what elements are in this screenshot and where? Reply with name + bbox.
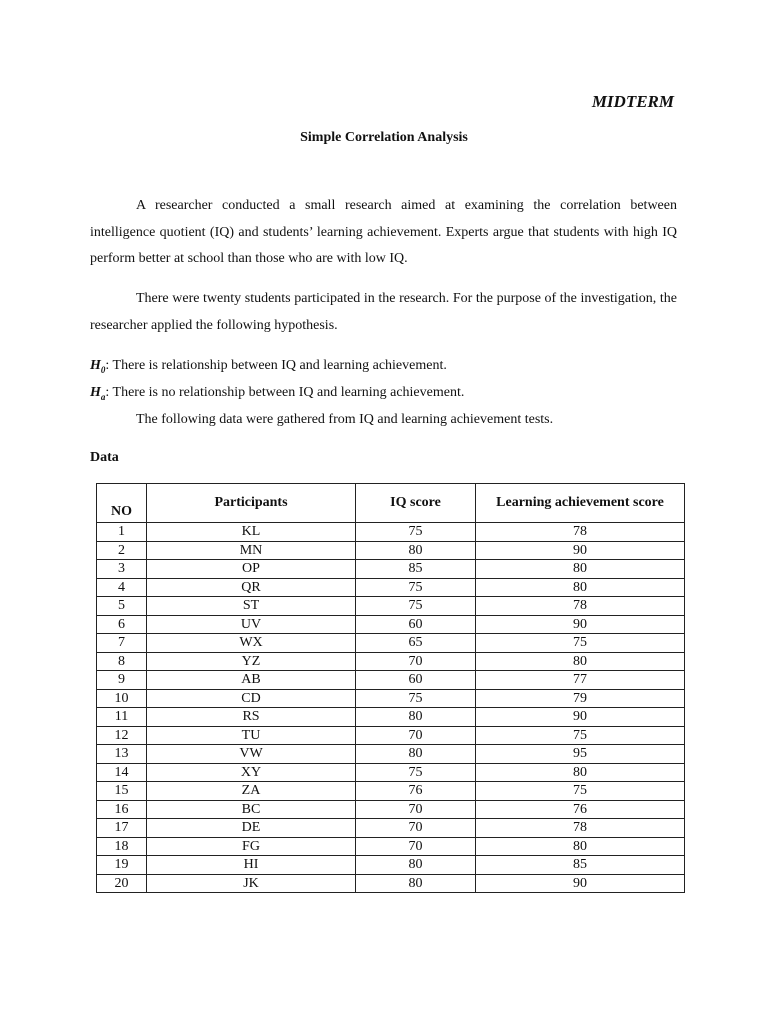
cell-iq-score: 65 bbox=[356, 634, 476, 653]
table-row bbox=[97, 782, 685, 801]
cell-participant: DE bbox=[147, 819, 356, 838]
cell-iq-score: 75 bbox=[356, 578, 476, 597]
column-header-participants: Participants bbox=[147, 484, 356, 523]
table-row bbox=[97, 597, 685, 616]
cell-iq-score: 80 bbox=[356, 708, 476, 727]
cell-learning-achievement-score: 75 bbox=[476, 782, 685, 801]
cell-no: 4 bbox=[97, 578, 147, 597]
cell-no: 10 bbox=[97, 689, 147, 708]
cell-learning-achievement-score: 80 bbox=[476, 578, 685, 597]
cell-participant: CD bbox=[147, 689, 356, 708]
cell-participant: FG bbox=[147, 837, 356, 856]
table-row bbox=[97, 837, 685, 856]
table-row bbox=[97, 615, 685, 634]
cell-iq-score: 75 bbox=[356, 689, 476, 708]
cell-iq-score: 70 bbox=[356, 800, 476, 819]
cell-no: 15 bbox=[97, 782, 147, 801]
cell-no: 16 bbox=[97, 800, 147, 819]
cell-participant: XY bbox=[147, 763, 356, 782]
cell-no: 3 bbox=[97, 560, 147, 579]
cell-learning-achievement-score: 90 bbox=[476, 708, 685, 727]
cell-participant: VW bbox=[147, 745, 356, 764]
cell-no: 14 bbox=[97, 763, 147, 782]
cell-learning-achievement-score: 90 bbox=[476, 541, 685, 560]
table-header-row bbox=[97, 484, 685, 523]
cell-iq-score: 70 bbox=[356, 837, 476, 856]
column-header-learning-achievement: Learning achievement score bbox=[476, 484, 685, 523]
cell-participant: YZ bbox=[147, 652, 356, 671]
cell-participant: ST bbox=[147, 597, 356, 616]
midterm-label: MIDTERM bbox=[591, 92, 674, 111]
table-row bbox=[97, 856, 685, 875]
cell-no: 8 bbox=[97, 652, 147, 671]
cell-learning-achievement-score: 85 bbox=[476, 856, 685, 875]
cell-iq-score: 70 bbox=[356, 819, 476, 838]
table-row bbox=[97, 541, 685, 560]
alternative-hypothesis-text: : There is no relationship between IQ and learning achievement. bbox=[105, 385, 465, 400]
cell-no: 13 bbox=[97, 745, 147, 764]
table-row bbox=[97, 689, 685, 708]
cell-learning-achievement-score: 80 bbox=[476, 560, 685, 579]
cell-no: 9 bbox=[97, 671, 147, 690]
cell-participant: BC bbox=[147, 800, 356, 819]
cell-participant: UV bbox=[147, 615, 356, 634]
cell-participant: OP bbox=[147, 560, 356, 579]
cell-iq-score: 80 bbox=[356, 745, 476, 764]
cell-learning-achievement-score: 80 bbox=[476, 837, 685, 856]
cell-learning-achievement-score: 90 bbox=[476, 874, 685, 893]
table-row bbox=[97, 523, 685, 542]
cell-learning-achievement-score: 75 bbox=[476, 726, 685, 745]
table-row bbox=[97, 671, 685, 690]
null-hypothesis bbox=[90, 356, 447, 380]
participants-paragraph bbox=[90, 286, 677, 339]
cell-iq-score: 75 bbox=[356, 523, 476, 542]
data-heading: Data bbox=[90, 450, 119, 465]
cell-participant: JK bbox=[147, 874, 356, 893]
participants-paragraph-text: There were twenty students participated in the research. For the purpose of the investigation, the researcher applied the following hypothesis. bbox=[90, 291, 677, 333]
cell-iq-score: 70 bbox=[356, 652, 476, 671]
intro-paragraph bbox=[90, 193, 677, 273]
cell-no: 1 bbox=[97, 523, 147, 542]
cell-no: 7 bbox=[97, 634, 147, 653]
cell-iq-score: 80 bbox=[356, 856, 476, 875]
cell-learning-achievement-score: 79 bbox=[476, 689, 685, 708]
table-row bbox=[97, 726, 685, 745]
table-row bbox=[97, 652, 685, 671]
intro-paragraph-text: A researcher conducted a small research aimed at examining the correlation between intelligence quotient (IQ) and students’ learning achievement. Experts argue that students with high IQ perform better at school than those who are with low IQ. bbox=[90, 198, 677, 266]
cell-participant: MN bbox=[147, 541, 356, 560]
cell-no: 12 bbox=[97, 726, 147, 745]
cell-iq-score: 60 bbox=[356, 615, 476, 634]
cell-participant: ZA bbox=[147, 782, 356, 801]
null-hypothesis-text: : There is relationship between IQ and learning achievement. bbox=[105, 358, 447, 373]
table-row bbox=[97, 560, 685, 579]
cell-learning-achievement-score: 75 bbox=[476, 634, 685, 653]
cell-learning-achievement-score: 78 bbox=[476, 597, 685, 616]
table-row bbox=[97, 745, 685, 764]
cell-iq-score: 80 bbox=[356, 541, 476, 560]
cell-learning-achievement-score: 95 bbox=[476, 745, 685, 764]
cell-learning-achievement-score: 80 bbox=[476, 652, 685, 671]
table-row bbox=[97, 800, 685, 819]
cell-iq-score: 85 bbox=[356, 560, 476, 579]
data-intro-sentence: The following data were gathered from IQ and learning achievement tests. bbox=[136, 412, 554, 427]
cell-iq-score: 60 bbox=[356, 671, 476, 690]
table-row bbox=[97, 708, 685, 727]
cell-participant: KL bbox=[147, 523, 356, 542]
table-row bbox=[97, 874, 685, 893]
column-header-no: NO bbox=[97, 484, 147, 523]
cell-iq-score: 75 bbox=[356, 597, 476, 616]
table-body bbox=[97, 523, 685, 893]
cell-participant: AB bbox=[147, 671, 356, 690]
cell-no: 6 bbox=[97, 615, 147, 634]
alternative-hypothesis-label: $H_a$ bbox=[90, 385, 106, 402]
cell-learning-achievement-score: 77 bbox=[476, 671, 685, 690]
data-table bbox=[96, 483, 685, 893]
cell-learning-achievement-score: 90 bbox=[476, 615, 685, 634]
cell-participant: TU bbox=[147, 726, 356, 745]
cell-no: 5 bbox=[97, 597, 147, 616]
cell-learning-achievement-score: 78 bbox=[476, 819, 685, 838]
cell-participant: RS bbox=[147, 708, 356, 727]
cell-iq-score: 76 bbox=[356, 782, 476, 801]
cell-learning-achievement-score: 80 bbox=[476, 763, 685, 782]
column-header-iq-score: IQ score bbox=[356, 484, 476, 523]
cell-no: 18 bbox=[97, 837, 147, 856]
table-row bbox=[97, 819, 685, 838]
cell-no: 2 bbox=[97, 541, 147, 560]
cell-iq-score: 80 bbox=[356, 874, 476, 893]
cell-no: 19 bbox=[97, 856, 147, 875]
cell-no: 17 bbox=[97, 819, 147, 838]
null-hypothesis-label: $H_0$ bbox=[90, 358, 106, 375]
cell-participant: QR bbox=[147, 578, 356, 597]
alternative-hypothesis bbox=[90, 383, 464, 407]
cell-no: 20 bbox=[97, 874, 147, 893]
cell-iq-score: 70 bbox=[356, 726, 476, 745]
cell-learning-achievement-score: 76 bbox=[476, 800, 685, 819]
document-title: Simple Correlation Analysis bbox=[300, 130, 468, 145]
table-row bbox=[97, 634, 685, 653]
cell-no: 11 bbox=[97, 708, 147, 727]
cell-participant: WX bbox=[147, 634, 356, 653]
cell-participant: HI bbox=[147, 856, 356, 875]
cell-iq-score: 75 bbox=[356, 763, 476, 782]
table-row bbox=[97, 763, 685, 782]
table-row bbox=[97, 578, 685, 597]
cell-learning-achievement-score: 78 bbox=[476, 523, 685, 542]
